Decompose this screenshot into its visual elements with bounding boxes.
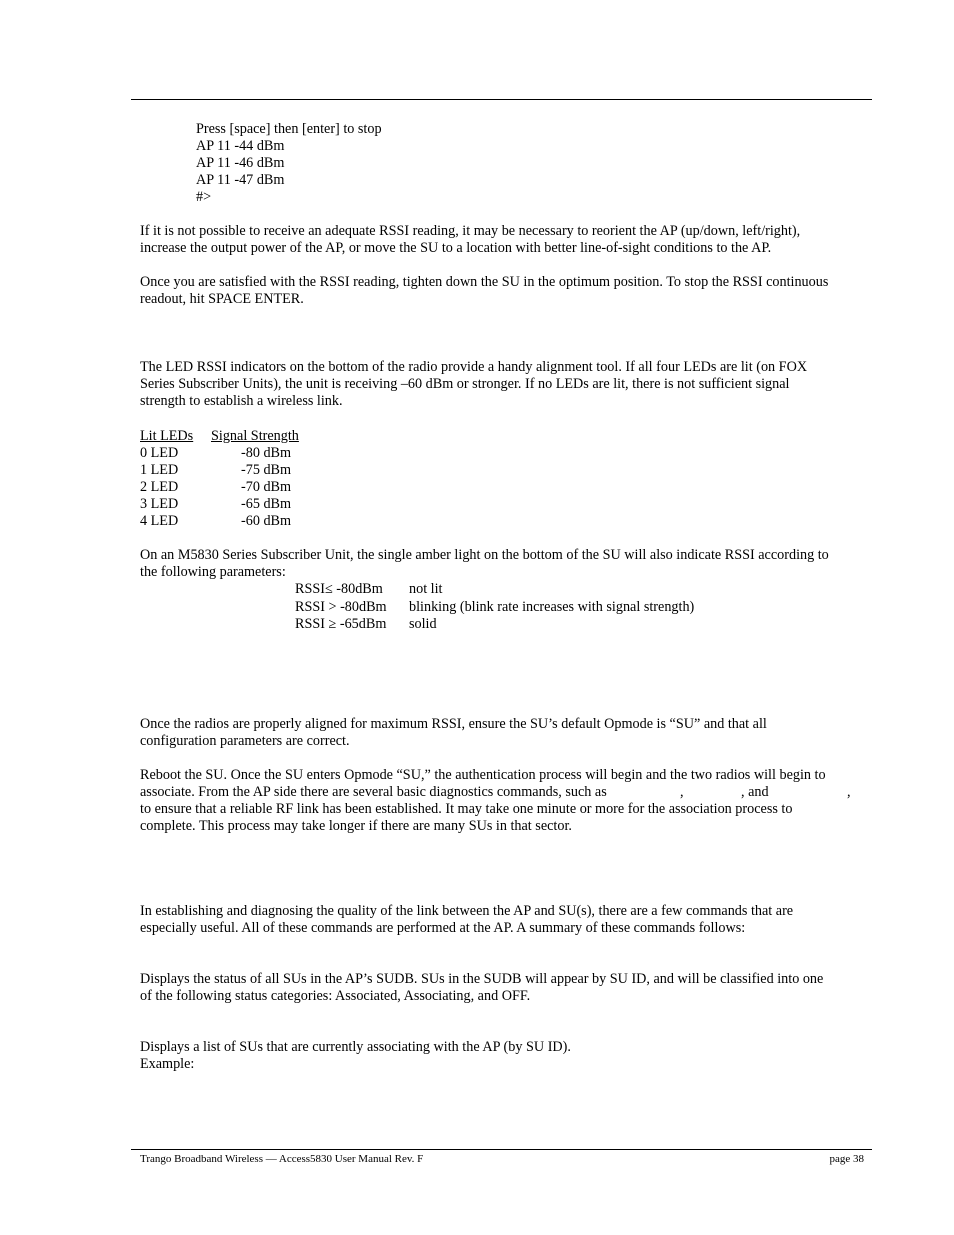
text-line: Displays a list of SUs that are currently associating with the AP (by SU ID). bbox=[140, 1039, 571, 1055]
paragraph-led-indicators bbox=[140, 359, 870, 410]
cell-state: not lit bbox=[409, 581, 443, 597]
cell-leds: 4 LED bbox=[140, 513, 179, 529]
text-line: If it is not possible to receive an adequate RSSI reading, it may be necessary to reorient the AP (up/down, left/right), bbox=[140, 223, 801, 239]
paragraph-reboot bbox=[140, 767, 870, 835]
paragraph-reorient bbox=[140, 223, 870, 257]
cell-leds: 1 LED bbox=[140, 462, 179, 478]
terminal-line: AP 11 -47 dBm bbox=[196, 172, 285, 188]
text-line: of the following status categories: Associated, Associating, and OFF. bbox=[140, 988, 531, 1004]
page-number: page 38 bbox=[829, 1153, 864, 1165]
terminal-line: AP 11 -46 dBm bbox=[196, 155, 285, 171]
paragraph-sudb-status bbox=[140, 971, 870, 1005]
text-fragment: , and bbox=[741, 784, 769, 800]
text-line: complete. This process may take longer if there are many SUs in that sector. bbox=[140, 818, 572, 834]
cell-leds: 2 LED bbox=[140, 479, 179, 495]
text-line: readout, hit SPACE ENTER. bbox=[140, 291, 304, 307]
text-line: increase the output power of the AP, or move the SU to a location with better line-of-sight conditions to the AP. bbox=[140, 240, 772, 256]
page-footer bbox=[140, 1153, 864, 1166]
terminal-output bbox=[196, 121, 926, 206]
text-line: to ensure that a reliable RF link has been established. It may take one minute or more for the association process to bbox=[140, 801, 793, 817]
cell-state: blinking (blink rate increases with signal strength) bbox=[409, 598, 695, 615]
cell-strength: -80 dBm bbox=[241, 445, 292, 461]
cell-strength: -75 dBm bbox=[241, 462, 292, 478]
text-line: Series Subscriber Units), the unit is receiving –60 dBm or stronger. If no LEDs are lit, there is not sufficient signal bbox=[140, 376, 790, 392]
cell-condition: RSSI > -80dBm bbox=[295, 598, 387, 615]
header-rule bbox=[131, 99, 872, 100]
text-line: Example: bbox=[140, 1056, 195, 1072]
paragraph-opmode bbox=[140, 716, 870, 750]
cell-condition: RSSI≤ -80dBm bbox=[295, 581, 383, 597]
header-lit-leds: Lit LEDs bbox=[140, 428, 194, 444]
text-line: In establishing and diagnosing the quality of the link between the AP and SU(s), there are a few commands that are bbox=[140, 903, 794, 919]
text-line: Reboot the SU. Once the SU enters Opmode “SU,” the authentication process will begin and the two radios will begin to bbox=[140, 767, 826, 783]
paragraph-link-quality bbox=[140, 903, 870, 937]
cell-state: solid bbox=[409, 616, 437, 632]
text-line: The LED RSSI indicators on the bottom of the radio provide a handy alignment tool. If all four LEDs are lit (on FOX bbox=[140, 359, 808, 375]
paragraph-tighten bbox=[140, 274, 870, 308]
terminal-prompt: #> bbox=[196, 189, 212, 205]
text-line: configuration parameters are correct. bbox=[140, 733, 350, 749]
text-fragment: , bbox=[680, 784, 684, 800]
cell-leds: 0 LED bbox=[140, 445, 179, 461]
text-line: Displays the status of all SUs in the AP’s SUDB. SUs in the SUDB will appear by SU ID, and will be classified into one bbox=[140, 971, 824, 987]
paragraph-m5830 bbox=[140, 547, 870, 581]
terminal-line: AP 11 -44 dBm bbox=[196, 138, 285, 154]
paragraph-associating-list bbox=[140, 1039, 870, 1073]
text-line: the following parameters: bbox=[140, 564, 286, 580]
cell-strength: -65 dBm bbox=[241, 496, 292, 512]
cell-condition: RSSI ≥ -65dBm bbox=[295, 616, 387, 632]
cell-leds: 3 LED bbox=[140, 496, 179, 512]
text-line bbox=[140, 784, 870, 801]
text-fragment: associate. From the AP side there are several basic diagnostics commands, such as bbox=[140, 784, 607, 800]
text-line: On an M5830 Series Subscriber Unit, the single amber light on the bottom of the SU will also indicate RSSI according to bbox=[140, 547, 829, 563]
text-line: strength to establish a wireless link. bbox=[140, 393, 343, 409]
header-signal-strength: Signal Strength bbox=[211, 428, 299, 444]
text-fragment: , bbox=[847, 784, 851, 800]
footer-title: Trango Broadband Wireless — Access5830 User Manual Rev. F bbox=[140, 1153, 424, 1165]
cell-strength: -70 dBm bbox=[241, 479, 292, 495]
text-line: Once the radios are properly aligned for maximum RSSI, ensure the SU’s default Opmode is “SU” and that all bbox=[140, 716, 767, 732]
text-line: especially useful. All of these commands are performed at the AP. A summary of these commands follows: bbox=[140, 920, 746, 936]
terminal-line: Press [space] then [enter] to stop bbox=[196, 121, 382, 137]
footer-rule bbox=[131, 1149, 872, 1150]
text-line: Once you are satisfied with the RSSI reading, tighten down the SU in the optimum position. To stop the RSSI continuous bbox=[140, 274, 829, 290]
cell-strength: -60 dBm bbox=[241, 513, 292, 529]
